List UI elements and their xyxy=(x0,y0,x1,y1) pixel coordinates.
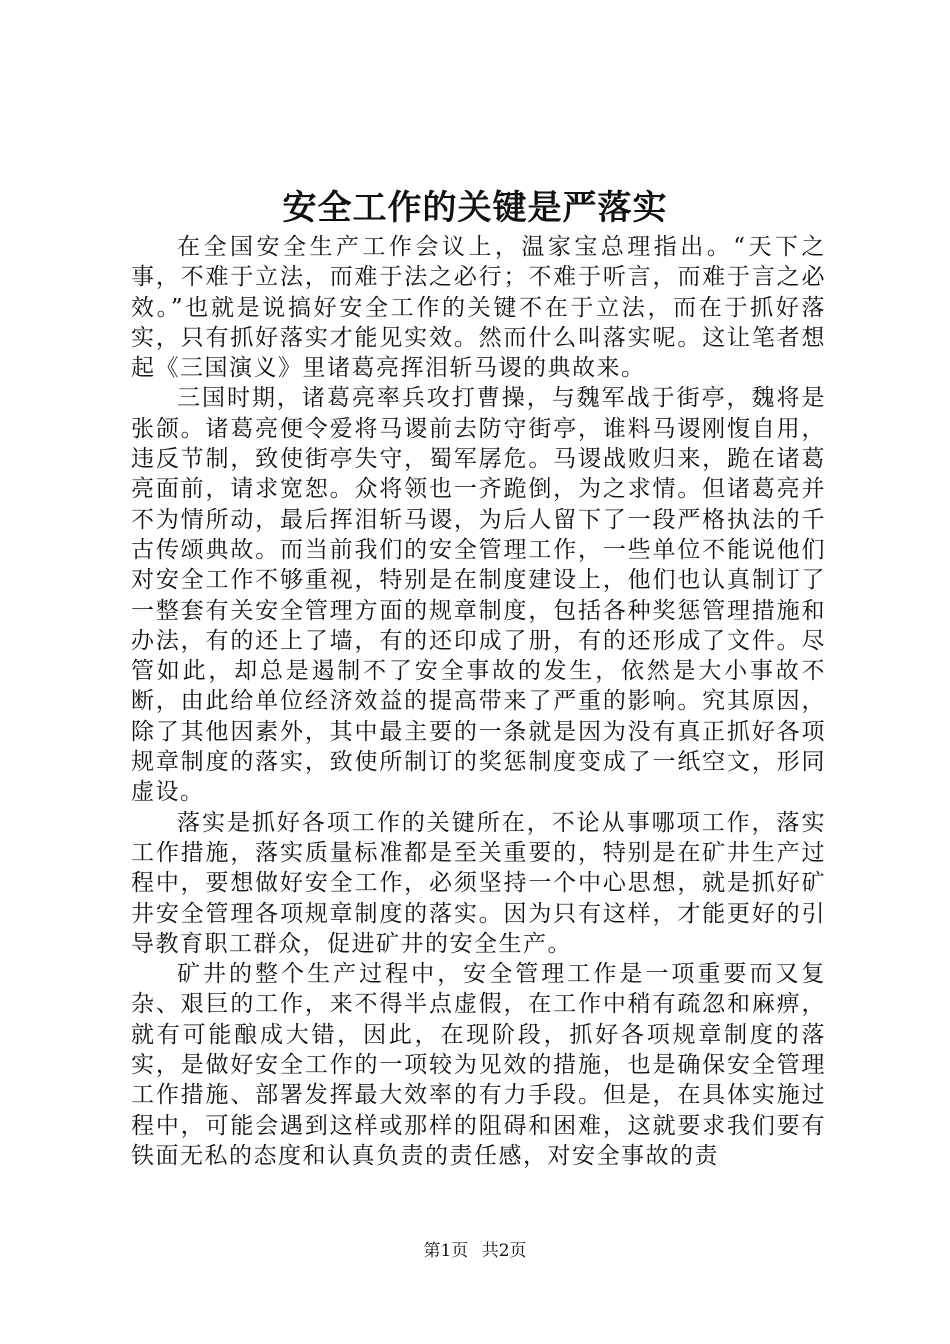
paragraph-3: 落实是抓好各项工作的关键所在，不论从事哪项工作，落实工作措施，落实质量标准都是至关重要的，特别是在矿井生产过程中，要想做好安全工作，必须坚持一个中心思想，就是抓好矿井安全管理各项规章制度的落实。因为只有这样，才能更好的引导教育职工群众，促进矿井的安全生产。 xyxy=(131,809,826,957)
page-number: 第1页 xyxy=(423,1241,469,1261)
page-total: 共2页 xyxy=(481,1241,527,1261)
document-body xyxy=(131,232,826,1171)
paragraph-2: 三国时期，诸葛亮率兵攻打曹操，与魏军战于街亭，魏将是张颌。诸葛亮便令爱将马谡前去防守街亭，谁料马谡刚愎自用，违反节制，致使街亭失守，蜀军孱危。马谡战败归来，跪在诸葛亮面前，请求宽恕。众将领也一齐跪倒，为之求情。但诸葛亮并不为情所动，最后挥泪斩马谡，为后人留下了一段严格执法的千古传颂典故。而当前我们的安全管理工作，一些单位不能说他们对安全工作不够重视，特别是在制度建设上，他们也认真制订了一整套有关安全管理方面的规章制度，包括各种奖惩管理措施和办法，有的还上了墙，有的还印成了册，有的还形成了文件。尽管如此，却总是遏制不了安全事故的发生，依然是大小事故不断，由此给单位经济效益的提高带来了严重的影响。究其原因，除了其他因素外，其中最主要的一条就是因为没有真正抓好各项规章制度的落实，致使所制订的奖惩制度变成了一纸空文，形同虚设。 xyxy=(131,385,826,806)
paragraph-4: 矿井的整个生产过程中，安全管理工作是一项重要而又复杂、艰巨的工作，来不得半点虚假，在工作中稍有疏忽和麻痹，就有可能酿成大错，因此，在现阶段，抓好各项规章制度的落实，是做好安全工作的一项较为见效的措施，也是确保安全管理工作措施、部署发挥最大效率的有力手段。但是，在具体实施过程中，可能会遇到这样或那样的阻碍和困难，这就要求我们要有铁面无私的态度和认真负责的责任感，对安全事故的责 xyxy=(131,961,826,1169)
document-title: 安全工作的关键是严落实 xyxy=(282,188,668,228)
page-footer xyxy=(0,1240,950,1262)
paragraph-1: 在全国安全生产工作会议上，温家宝总理指出。“天下之事，不难于立法，而难于法之必行；不难于听言，而难于言之必效。”也就是说搞好安全工作的关键不在于立法，而在于抓好落实，只有抓好落实才能见实效。然而什么叫落实呢。这让笔者想起《三国演义》里诸葛亮挥泪斩马谡的典故来。 xyxy=(131,234,826,382)
